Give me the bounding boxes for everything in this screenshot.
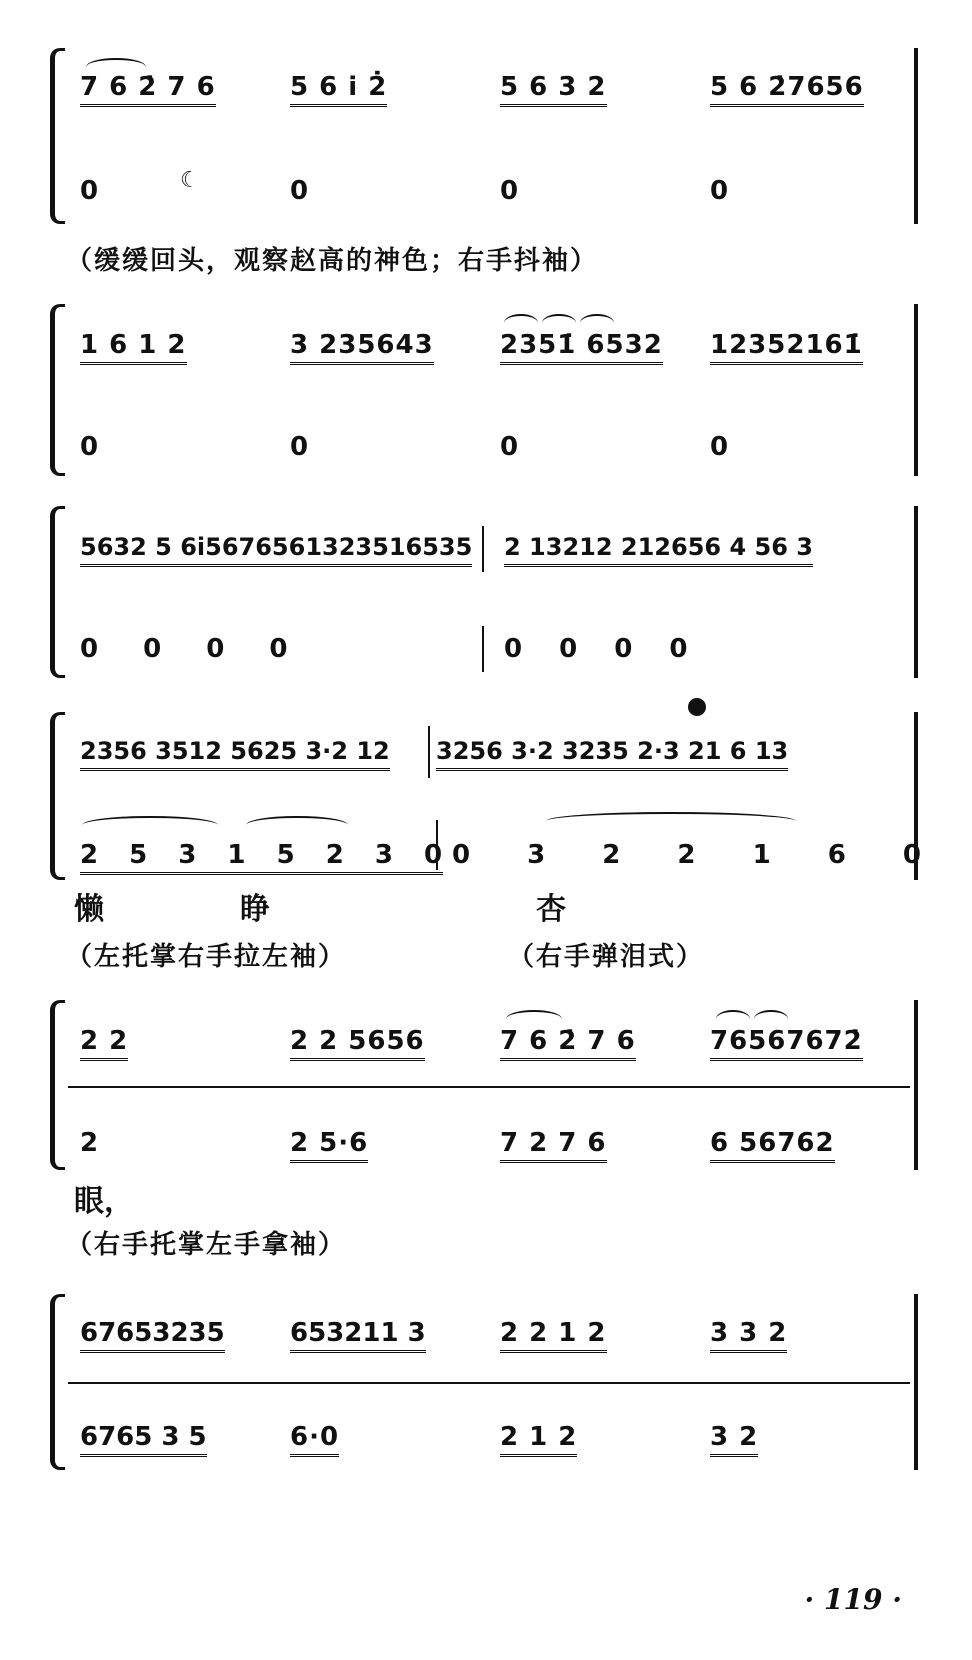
score-system-3 — [50, 506, 918, 678]
measure-4-bottom: 6 56762 — [710, 1128, 835, 1163]
measure-1-bottom: 0 — [80, 176, 100, 206]
stage-direction-2: （左托掌右手拉左袖） — [66, 942, 347, 972]
stage-direction-3: （右手弹泪式） — [508, 942, 705, 972]
measure-4-top: 76567672̇ — [710, 1026, 863, 1061]
measure-1-top: 2356 3512 5625 3·2 12 — [80, 736, 390, 771]
slur — [86, 58, 146, 76]
final-barline — [914, 506, 918, 678]
measure-1-bottom: 2 — [80, 1128, 100, 1158]
measure-3-bottom: 0 — [500, 176, 520, 206]
measure-1-bottom: 0 0 0 0 — [80, 634, 289, 664]
measure-4-bottom: 3 2 — [710, 1422, 758, 1457]
slur — [716, 1010, 750, 1028]
final-barline — [914, 1000, 918, 1170]
measure-1-top: 2 2 — [80, 1026, 128, 1061]
measure-2-top: 3256 3·2 3235 2·3 21 6 13 — [436, 736, 788, 771]
measure-3-bottom: 7 2 7 6 — [500, 1128, 607, 1163]
stage-direction-4: （右手托掌左手拿袖） — [66, 1230, 347, 1260]
score-system-1 — [50, 48, 918, 224]
measure-1-top: 67653235 — [80, 1318, 225, 1353]
page-number: · 119 · — [804, 1583, 902, 1616]
measure-2-bottom: 0 3 2 2 1 6 0 — [452, 840, 922, 870]
measure-1-top: 5632 5 6i5676561323516535 — [80, 532, 472, 567]
lyric-yan: 眼， — [74, 1184, 134, 1219]
slur — [504, 314, 538, 332]
system-brace — [50, 506, 65, 678]
slur — [542, 314, 576, 332]
measure-3-bottom: 0 — [500, 432, 520, 462]
measure-1-bottom: 6765 3 5 — [80, 1422, 207, 1457]
measure-2-top: 5 6 i 2̇ — [290, 72, 387, 107]
measure-1-top: 7 6 2̇ 7 6 — [80, 72, 216, 107]
lyric-zheng: 睁 — [240, 892, 270, 927]
measure-2-top: 2 13212 212656 4 56 3 — [504, 532, 813, 567]
measure-2-bottom: 0 — [290, 432, 310, 462]
slur — [580, 314, 614, 332]
staff-divider — [68, 1086, 910, 1088]
score-system-5 — [50, 1000, 918, 1170]
measure-3-top: 5 6 3 2 — [500, 72, 607, 107]
system-brace — [50, 304, 65, 476]
measure-4-bottom: 0 — [710, 432, 730, 462]
measure-2-bottom: 2 5·6 — [290, 1128, 368, 1163]
measure-2-bottom: 6·0 — [290, 1422, 339, 1457]
system-brace — [50, 48, 65, 224]
measure-4-bottom: 0 — [710, 176, 730, 206]
measure-2-top: 2 2 5656 — [290, 1026, 425, 1061]
slur — [82, 816, 218, 834]
system-brace — [50, 1000, 65, 1170]
measure-3-top: 2 2 1 2 — [500, 1318, 607, 1353]
score-system-2 — [50, 304, 918, 476]
measure-3-top: 2351̇ 6532 — [500, 330, 663, 365]
measure-4-top: 12352161̇ — [710, 330, 863, 365]
measure-1-top: 1 6 1 2 — [80, 330, 187, 365]
staff-divider — [68, 1382, 910, 1384]
slur — [246, 816, 348, 834]
measure-3-top: 7 6 2̇ 7 6 — [500, 1026, 636, 1061]
stage-direction-1: （缓缓回头，观察赵高的神色；右手抖袖） — [66, 246, 599, 276]
slur — [754, 1010, 788, 1028]
measure-2-bottom: 0 — [290, 176, 310, 206]
measure-2-bottom: 0 0 0 0 — [504, 634, 689, 664]
final-barline — [914, 48, 918, 224]
lyric-lan: 懒 — [74, 892, 104, 927]
lyric-xing: 杏 — [536, 892, 566, 927]
measure-2-top: 3 235643 — [290, 330, 434, 365]
score-system-4 — [50, 712, 922, 880]
measure-2-top: 653211 3 — [290, 1318, 426, 1353]
measure-1-bottom: 0 — [80, 432, 100, 462]
final-barline — [914, 1294, 918, 1470]
final-barline — [914, 304, 918, 476]
system-brace — [50, 712, 65, 880]
measure-1-bottom: 2 5 3 1 5 2 3 0 — [80, 840, 443, 875]
measure-4-top: 3 3 2 — [710, 1318, 787, 1353]
measure-4-top: 5 6 2̇7656 — [710, 72, 864, 107]
score-system-6 — [50, 1294, 918, 1470]
slur — [546, 812, 796, 830]
system-brace — [50, 1294, 65, 1470]
measure-3-bottom: 2 1 2 — [500, 1422, 577, 1457]
slur — [506, 1010, 562, 1028]
crescent-mark: ☾ — [180, 168, 201, 193]
